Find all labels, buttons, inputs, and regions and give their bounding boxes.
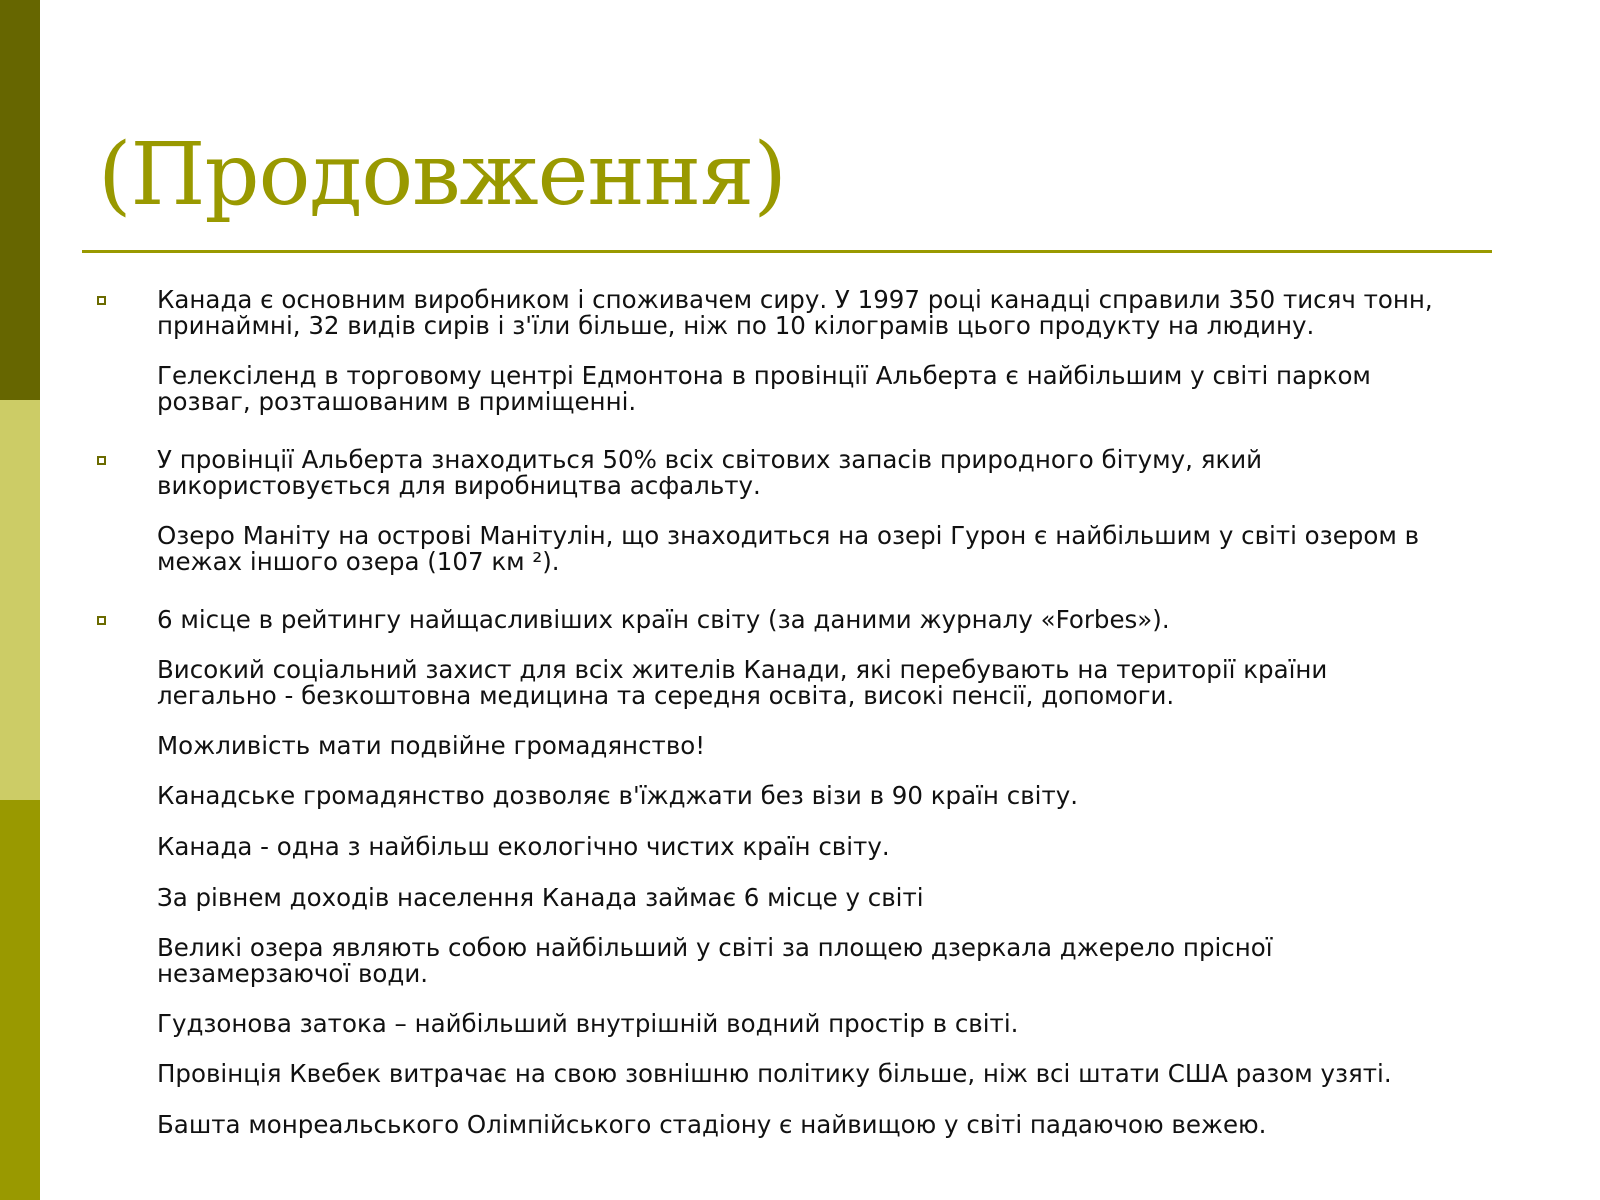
paragraph-ecology: Канада - одна з найбільш екологічно чистих країн світу. — [157, 832, 890, 861]
paragraph-dual-citizenship: Можливість мати подвійне громадянство! — [157, 731, 706, 760]
paragraph-olympic-tower: Башта монреальського Олімпійського стадіону є найвищою у світі падаючою вежею. — [157, 1110, 1267, 1139]
bullet-square-icon — [97, 616, 106, 625]
paragraph-great-lakes: Великі озера являють собою найбільший у світі за площею дзеркала джерело прісної незамерзаючої води. — [157, 933, 1273, 988]
bullet-square-icon — [97, 296, 106, 305]
paragraph-galaxyland: Гелексіленд в торговому центрі Едмонтона в провінції Альберта є найбільшим у світі парком розваг, розташованим в приміщенні. — [157, 361, 1371, 416]
paragraph-quebec: Провінція Квебек витрачає на свою зовнішню політику більше, ніж всі штати США разом узяті. — [157, 1059, 1392, 1088]
paragraph-hudson-bay: Гудзонова затока – найбільший внутрішній водний простір в світі. — [157, 1009, 1019, 1038]
paragraph-social-protection: Високий соціальний захист для всіх жителів Канади, які перебувають на території країни легально - безкоштовна медицина та середня освіта, високі пенсії, допомоги. — [157, 655, 1328, 710]
paragraph-income-rank: За рівнем доходів населення Канада займає 6 місце у світі — [157, 883, 924, 912]
bullet-square-icon — [97, 456, 106, 465]
slide-title: (Продовження) — [98, 125, 786, 225]
paragraph-cheese: Канада є основним виробником і споживачем сиру. У 1997 році канадці справили 350 тисяч тонн, принаймні, 32 видів сирів і з'їли більше, ніж по 10 кілограмів цього продукту на людину. — [157, 285, 1433, 340]
paragraph-lake-manitou: Озеро Маніту на острові Манітулін, що знаходиться на озері Гурон є найбільшим у світі озером в межах іншого озера (107 км ²). — [157, 521, 1420, 576]
paragraph-visa-free: Канадське громадянство дозволяє в'їжджати без візи в 90 країн світу. — [157, 781, 1079, 810]
paragraph-bitumen: У провінції Альберта знаходиться 50% всіх світових запасів природного бітуму, який використовується для виробництва асфальту. — [157, 445, 1263, 500]
paragraph-happiness-rank: 6 місце в рейтингу найщасливіших країн світу (за даними журналу «Forbes»). — [157, 605, 1170, 634]
